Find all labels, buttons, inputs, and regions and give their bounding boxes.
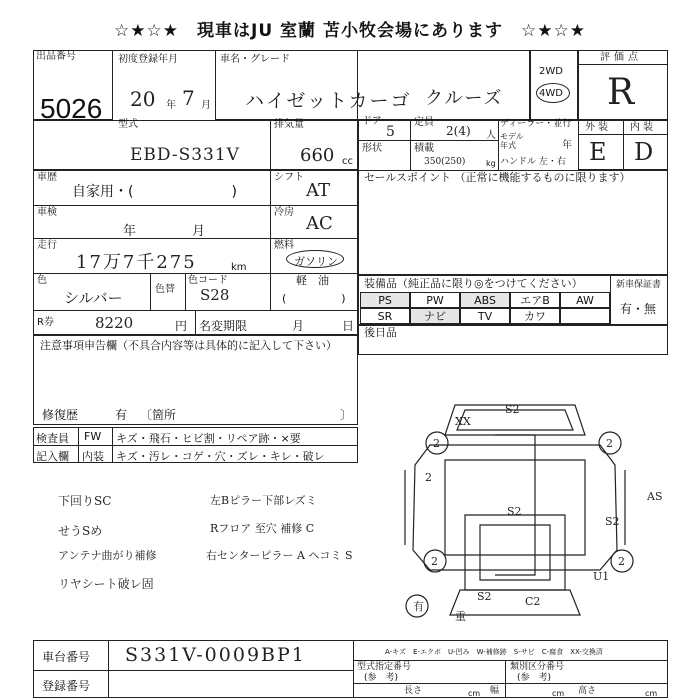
mark-ju: 重: [455, 610, 466, 623]
rear-item-label: 後日品: [364, 326, 397, 339]
first-reg-nen: 年: [166, 100, 176, 111]
fuel-light: 軽 油: [296, 274, 329, 287]
mark-u1: U1: [593, 570, 610, 583]
color-label: 色: [37, 275, 47, 286]
fuel-gas: ガソリン: [294, 255, 338, 268]
dereg-label: 名変期限: [199, 319, 248, 333]
shift-value: AT: [306, 180, 331, 201]
aircon-label: 冷房: [274, 207, 294, 218]
mark-s2-4: S2: [477, 590, 492, 603]
note-right-1: 左Bピラー下部レズミ: [210, 494, 317, 507]
inspector-line-1: キズ・飛石・ヒビ割・リペア跡・×要: [116, 432, 301, 445]
color-code-label: 色コード: [188, 275, 228, 286]
inspector-label-1: 検査員: [36, 432, 69, 445]
aircon-value: AC: [306, 213, 333, 234]
auction-banner: ☆★☆★ 現車はJU 室蘭 苫小牧会場にあります ☆★☆★: [114, 21, 586, 41]
equip-kawa: カワ: [510, 308, 560, 324]
recycle-unit: 円: [175, 319, 188, 333]
damage-diagram: [385, 375, 685, 640]
mileage-unit: km: [231, 262, 247, 273]
lot-label: 出品番号: [36, 51, 76, 62]
mileage-value: 17万7千275: [76, 252, 197, 273]
chassis-label: 車台番号: [42, 650, 91, 664]
sales-point-box: [358, 170, 668, 275]
engine-label: 排気量: [274, 119, 304, 130]
registration-label: 登録番号: [42, 679, 91, 693]
repair-place: 〔箇所: [140, 408, 177, 422]
sales-point-label: セールスポイント （正常に機能するものに限ります）: [364, 171, 631, 184]
designation-label: 型式指定番号: [357, 662, 412, 672]
engine-unit: cc: [342, 156, 353, 167]
mark-2-rl: 2: [431, 555, 438, 568]
load-value: 350(250): [424, 157, 466, 167]
equip-pw: PW: [410, 292, 460, 308]
equip-aw: AW: [560, 292, 610, 308]
interior-value: D: [634, 138, 654, 166]
color-value: シルバー: [64, 289, 123, 307]
dim-length: 長さ: [404, 686, 423, 696]
handle-label: ハンドル 左・右: [500, 157, 566, 167]
capacity-value: 2(4): [446, 124, 471, 138]
mark-s2-1: S2: [505, 403, 520, 416]
dim-unit-1: cm: [468, 689, 481, 698]
designation-ref: (参 考): [364, 673, 399, 683]
note-right-2: Rフロア 至穴 補修 C: [210, 522, 315, 535]
car-name: ハイゼットカーゴ: [245, 90, 412, 112]
equip-airb: エアB: [510, 292, 560, 308]
note-left-2: せうSめ: [58, 524, 103, 538]
note-right-3: 右センターピラー A ヘコミ S: [206, 549, 353, 562]
inspector-label-2: 記入欄: [36, 450, 69, 463]
rear-item-box: [358, 325, 668, 355]
model-year-label: モデル 年式: [500, 132, 524, 150]
equip-sr: SR: [360, 308, 410, 324]
car-name-box: [215, 50, 530, 120]
capacity-label: 定員: [414, 117, 434, 128]
mark-2-fl: 2: [433, 437, 440, 450]
mileage-label: 走行: [37, 240, 57, 251]
warranty-label: 新車保証書: [616, 280, 662, 290]
dim-unit-2: cm: [552, 689, 565, 698]
equip-navi: ナビ: [410, 308, 460, 324]
inspection-label: 車検: [37, 207, 57, 218]
repair-value: 有: [115, 408, 128, 422]
model-label: 型式: [118, 119, 138, 130]
notes-label: 注意事項申告欄（不具合内容等は具体的に記入して下さい）: [40, 339, 337, 352]
load-label: 積載: [414, 143, 434, 154]
inspection-nen: 年: [123, 224, 137, 239]
warranty-value: 有・無: [620, 302, 657, 316]
first-reg-tsuki: 月: [201, 100, 211, 111]
engine-value: 660: [300, 145, 335, 166]
equip-blank: [560, 308, 610, 324]
dim-width: 幅: [490, 686, 500, 696]
equip-tv: TV: [460, 308, 510, 324]
dim-height: 高さ: [578, 686, 597, 696]
mark-as: AS: [647, 490, 663, 503]
recycle-label: R券: [37, 317, 54, 328]
classification-label: 類別区分番号: [510, 662, 565, 672]
dim-unit-3: cm: [645, 689, 658, 698]
note-left-1: 下回りSC: [58, 494, 112, 508]
equip-abs: ABS: [460, 292, 510, 308]
first-reg-month: 7: [182, 86, 195, 110]
note-left-3: アンテナ曲がり補修: [58, 549, 157, 562]
drive-4wd: 4WD: [539, 88, 563, 99]
model-value: EBD-S331V: [130, 145, 240, 165]
first-reg-label: 初度登録年月: [118, 54, 178, 65]
mark-c2: C2: [525, 595, 541, 608]
car-grade: クルーズ: [425, 88, 504, 109]
history-value: 自家用・( ): [72, 184, 237, 200]
diagram-legend: A-キズ E-エクボ U-凹み W-補修跡 S-サビ C-腐食 XX-交換済: [385, 648, 603, 656]
exterior-value: E: [589, 138, 607, 166]
lot-number: 5026: [40, 93, 103, 124]
mark-2-rr: 2: [618, 555, 625, 568]
repair-label: 修復歴: [42, 408, 79, 422]
color-change-label: 色替: [155, 284, 175, 295]
color-code: S28: [200, 286, 230, 304]
fuel-label: 燃料: [274, 240, 294, 251]
first-reg-year: 20: [130, 87, 156, 111]
interior-label: 内装: [630, 122, 656, 133]
inspector-nai: 内装: [82, 450, 104, 463]
model-year-nen: 年: [562, 140, 572, 151]
dereg-tsuki: 月: [292, 319, 305, 333]
rating-label: 評価点: [600, 52, 642, 63]
drive-2wd: 2WD: [539, 66, 563, 77]
recycle-value: 8220: [95, 314, 134, 332]
exterior-label: 外装: [585, 122, 611, 133]
note-left-4: リヤシート破レ固: [58, 577, 154, 591]
car-label: 車名・グレード: [220, 54, 290, 65]
doors-label: ドア: [362, 116, 382, 127]
classification-ref: (参 考): [517, 673, 552, 683]
shape-label: 形状: [362, 143, 382, 154]
mark-2-left: 2: [425, 471, 432, 484]
mark-2-fr: 2: [606, 437, 613, 450]
equipment-label: 装備品（純正品に限り◎をつけてください）: [364, 277, 583, 290]
rating-value: R: [607, 72, 635, 113]
load-unit: kg: [486, 159, 496, 168]
shift-label: シフト: [274, 172, 304, 183]
dereg-nichi: 日: [342, 319, 355, 333]
chassis-value: S331V-0009BP1: [125, 644, 306, 666]
mark-s2-2: S2: [507, 505, 522, 518]
doors-value: 5: [386, 124, 395, 140]
dealer-label: ディーラー・並行: [500, 119, 572, 129]
capacity-unit: 人: [486, 130, 496, 141]
inspection-tsuki: 月: [192, 224, 206, 239]
repair-close: 〕: [340, 408, 353, 422]
inspector-line-2: キズ・汚レ・コゲ・穴・ズレ・キレ・破レ: [116, 450, 325, 463]
mark-yu: 有: [413, 600, 424, 613]
mark-s2-3: S2: [605, 515, 620, 528]
mark-xx: XX: [455, 415, 471, 428]
history-label: 車歴: [37, 172, 57, 183]
inspector-fw: FW: [84, 430, 102, 443]
equip-ps: PS: [360, 292, 410, 308]
fuel-paren: ( ): [282, 292, 346, 305]
